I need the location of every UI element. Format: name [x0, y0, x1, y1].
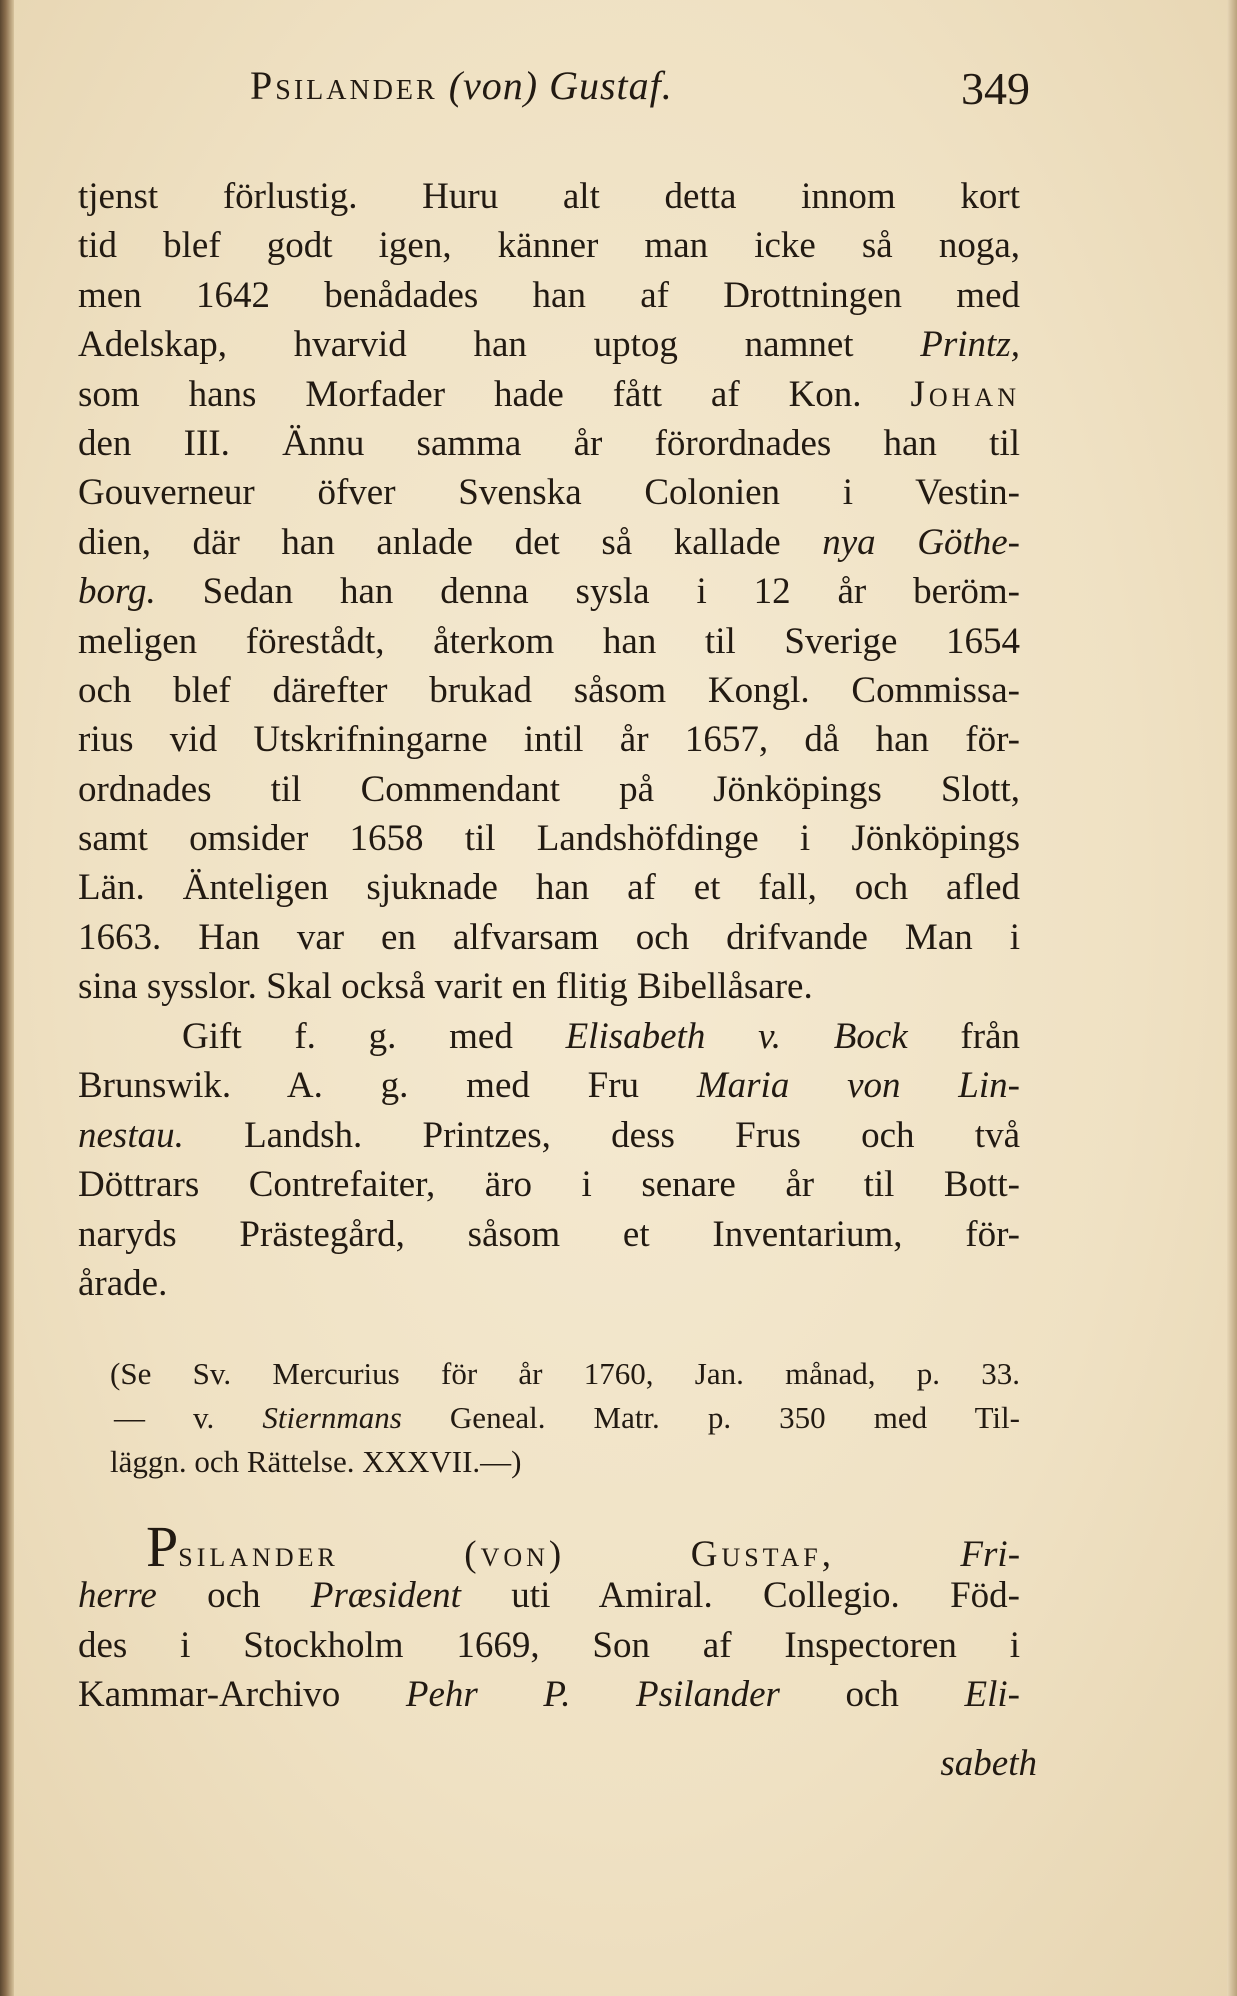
text-line: borg. Sedan han denna sysla i 12 år beröm- [78, 571, 1020, 613]
text-line: sina sysslor. Skal också varit en flitig Bibellåsare. [78, 966, 813, 1008]
entry-headline [78, 1514, 1021, 1579]
text-line: som hans Morfader hade fått af Kon. Johan [78, 373, 1020, 415]
entry-surname: silander [178, 1534, 339, 1575]
text-line: tid blef godt igen, känner man icke så noga, [78, 225, 1020, 267]
text-line: den III. Ännu samma år förordnades han til [78, 422, 1020, 464]
note-line: (Se Sv. Mercurius för år 1760, Jan. månad, p. 33. [110, 1356, 1020, 1391]
text-line: tjenst förlustig. Huru alt detta innom kort [78, 176, 1020, 217]
new-entry [78, 1514, 1021, 1720]
running-head-name: Psilander [250, 63, 438, 108]
entry-given-name: Gustaf, [690, 1534, 835, 1575]
entry-particle: (von) [464, 1534, 566, 1575]
page-number: 349 [961, 63, 1030, 114]
paragraph-2 [78, 1012, 1020, 1308]
text-line: rius vid Utskrifningarne intil år 1657, då han för- [78, 719, 1020, 761]
page-edge [1227, 0, 1237, 1996]
binding-gutter [0, 0, 14, 1996]
name-italic: nestau. [78, 1114, 184, 1156]
catchword: sabeth [940, 1743, 1037, 1784]
text-line: Döttrars Contrefaiter, äro i senare år til Bott- [78, 1164, 1020, 1206]
text-line: men 1642 benådades han af Drottningen med [78, 274, 1020, 316]
entry-title: Fri- [960, 1534, 1021, 1575]
text-line: samt omsider 1658 til Landshöfdinge i Jönköpings [78, 818, 1020, 860]
running-head-particle: (von) [448, 63, 539, 108]
text-line: Kammar-Archivo Pehr P. Psilander och Eli- [78, 1674, 1020, 1716]
text-line: 1663. Han var en alfvarsam och drifvande Man i [78, 916, 1020, 958]
running-head-given: Gustaf. [549, 63, 673, 108]
text-line: Gouverneur öfver Svenska Colonien i Vestin- [78, 472, 1020, 514]
author-italic: Stiernmans [262, 1400, 402, 1435]
name-italic: Eli- [964, 1674, 1020, 1716]
text-line: dien, där han anlade det så kallade nya Göthe- [78, 521, 1021, 563]
text-line: Adelskap, hvarvid han uptog namnet Printz, [78, 324, 1020, 366]
paragraph-1 [78, 172, 1020, 1012]
text-line: herre och Præsident uti Amiral. Collegio. Föd- [78, 1575, 1020, 1617]
running-head [250, 62, 1030, 122]
name-italic: Elisabeth v. Bock [565, 1016, 908, 1057]
name-italic: Pehr P. Psilander [405, 1674, 780, 1716]
drop-capital: P [146, 1514, 179, 1579]
name-italic: Maria von Lin- [696, 1065, 1020, 1107]
note-line: läggn. och Rättelse. XXXVII.—) [110, 1444, 522, 1479]
text-line: Län. Änteligen sjuknade han af et fall, och afled [78, 867, 1020, 909]
text-line: nestau. Landsh. Printzes, dess Frus och två [78, 1114, 1020, 1156]
text-line: meligen förestådt, återkom han til Sverige 1654 [78, 620, 1020, 662]
text-line: des i Stockholm 1669, Son af Inspectoren i [78, 1624, 1020, 1666]
text-line: årade. [78, 1262, 168, 1304]
text-line: Brunswik. A. g. med Fru Maria von Lin- [78, 1065, 1020, 1107]
note-line: — v. Stiernmans Geneal. Matr. p. 350 med Til- [114, 1400, 1020, 1435]
text-line: och blef därefter brukad såsom Kongl. Commissa- [78, 669, 1020, 711]
text-line: Gift f. g. med Elisabeth v. Bock från [182, 1016, 1020, 1057]
reference-note [110, 1352, 1020, 1484]
running-head-title [250, 62, 673, 109]
text-line: naryds Prästegård, såsom et Inventarium, för- [78, 1213, 1020, 1255]
text-line: ordnades til Commendant på Jönköpings Slott, [78, 768, 1020, 810]
